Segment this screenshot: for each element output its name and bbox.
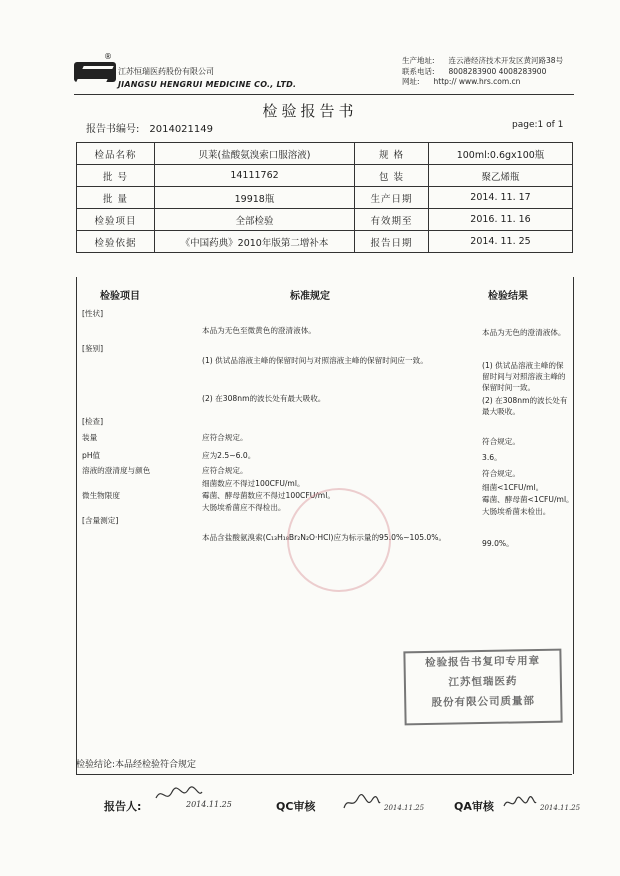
section-character: [性状] xyxy=(82,309,104,318)
table-row xyxy=(77,231,573,253)
character-standard: 本品为无色至微黄色的澄清液体。 xyxy=(202,326,316,335)
batch-label: 批 号 xyxy=(77,165,155,187)
spec-label: 规 格 xyxy=(355,143,429,165)
qc-date: 2014.11.25 xyxy=(384,804,425,812)
reporter-label: 报告人: xyxy=(104,800,142,813)
conclusion xyxy=(76,757,196,770)
report-number-value: 2014021149 xyxy=(149,124,213,135)
fill-label: 装量 xyxy=(82,433,98,442)
mfg-value: 2014. 11. 17 xyxy=(429,187,573,209)
clarity-result: 符合规定。 xyxy=(482,469,520,478)
report-date-value: 2014. 11. 25 xyxy=(429,231,573,253)
exp-value: 2016. 11. 16 xyxy=(429,209,573,231)
phone-value: 8008283900 4008283900 xyxy=(448,66,547,76)
package-label: 包 装 xyxy=(355,165,429,187)
phone-label: 联系电话: xyxy=(402,66,435,76)
company-name-en: JIANGSU HENGRUI MEDICINE CO., LTD. xyxy=(118,80,297,89)
item-label: 检验项目 xyxy=(77,209,155,231)
assay-result: 99.0%。 xyxy=(482,539,514,548)
micro-result-3: 大肠埃希菌未检出。 xyxy=(482,507,551,516)
page-indicator: page:1 of 1 xyxy=(512,120,564,130)
address-value: 连云港经济技术开发区黄河路38号 xyxy=(448,56,564,65)
quality-seal-stamp xyxy=(403,649,562,726)
company-logo xyxy=(74,62,116,82)
fill-result: 符合规定。 xyxy=(482,437,520,446)
table-row xyxy=(77,187,573,209)
table-row xyxy=(77,165,573,187)
table-row xyxy=(77,143,573,165)
info-table xyxy=(76,142,573,253)
ph-result: 3.6。 xyxy=(482,453,502,462)
ident2-result: (2) 在308nm的波长处有最大吸收。 xyxy=(482,396,568,416)
assay-standard: 本品含盐酸氨溴索(C₁₃H₁₈Br₂N₂O·HCl)应为标示量的95.0%~105.0%。 xyxy=(202,533,447,542)
qa-label: QA审核 xyxy=(454,800,494,813)
micro-standard-1: 细菌数应不得过100CFU/ml。 xyxy=(202,479,305,488)
qty-value: 19918瓶 xyxy=(155,187,355,209)
character-result: 本品为无色的澄清液体。 xyxy=(482,328,566,337)
conclusion-label: 检验结论: xyxy=(76,760,116,770)
micro-standard-2: 霉菌、酵母菌数应不得过100CFU/ml。 xyxy=(202,491,335,500)
registered-mark: ® xyxy=(104,52,112,61)
basis-label: 检验依据 xyxy=(77,231,155,253)
col-header-item: 检验项目 xyxy=(100,291,140,302)
address-label: 生产地址: xyxy=(402,56,435,65)
clarity-standard: 应符合规定。 xyxy=(202,466,248,475)
ident1-standard: (1) 供试品溶液主峰的保留时间与对照溶液主峰的保留时间应一致。 xyxy=(202,356,428,365)
clarity-label: 溶液的澄清度与颜色 xyxy=(82,466,151,475)
micro-result-2: 霉菌、酵母菌<1CFU/ml。 xyxy=(482,495,574,504)
mfg-label: 生产日期 xyxy=(355,187,429,209)
col-header-result: 检验结果 xyxy=(488,291,528,302)
section-check: [检查] xyxy=(82,417,104,426)
col-header-standard: 标准规定 xyxy=(290,291,330,302)
qa-date: 2014.11.25 xyxy=(540,804,581,812)
report-number-label: 报告书编号: xyxy=(86,124,140,135)
batch-value: 14111762 xyxy=(155,165,355,187)
micro-standard-3: 大肠埃希菌应不得检出。 xyxy=(202,503,286,512)
qc-signature-icon xyxy=(342,792,382,814)
seal-line-3: 股份有限公司质量部 xyxy=(431,695,536,709)
report-date-label: 报告日期 xyxy=(355,231,429,253)
web-value: http:// www.hrs.com.cn xyxy=(433,77,521,86)
package-value: 聚乙烯瓶 xyxy=(429,165,573,187)
basis-value: 《中国药典》2010年版第二增补本 xyxy=(155,231,355,253)
conclusion-text: 本品经检验符合规定 xyxy=(115,760,197,770)
fill-standard: 应符合规定。 xyxy=(202,433,248,442)
seal-line-1: 检验报告书复印专用章 xyxy=(424,655,541,670)
qc-label: QC审核 xyxy=(276,800,316,813)
company-contact xyxy=(402,56,563,88)
company-name-cn: 江苏恒瑞医药股份有限公司 xyxy=(118,67,214,76)
micro-result-1: 细菌<1CFU/ml。 xyxy=(482,483,544,492)
document-title: 检验报告书 xyxy=(262,102,358,120)
reporter-date: 2014.11.25 xyxy=(186,800,232,809)
ph-label: pH值 xyxy=(82,451,101,460)
micro-label: 微生物限度 xyxy=(82,491,120,500)
ph-standard: 应为2.5~6.0。 xyxy=(202,451,256,460)
table-row xyxy=(77,209,573,231)
exp-label: 有效期至 xyxy=(355,209,429,231)
report-number xyxy=(86,120,213,135)
web-label: 网址: xyxy=(402,77,420,86)
qa-signature-icon xyxy=(502,794,538,814)
header-divider xyxy=(74,94,574,95)
product-label: 检品名称 xyxy=(77,143,155,165)
conclusion-divider xyxy=(76,774,572,775)
product-value: 贝莱(盐酸氨溴索口服溶液) xyxy=(155,143,355,165)
section-assay: [含量测定] xyxy=(82,516,119,525)
spec-value: 100ml:0.6gx100瓶 xyxy=(429,143,573,165)
seal-line-2: 江苏恒瑞医药 xyxy=(448,675,518,689)
ident1-result: (1) 供试品溶液主峰的保留时间与对照溶液主峰的保留时间一致。 xyxy=(482,361,566,392)
ident2-standard: (2) 在308nm的波长处有最大吸收。 xyxy=(202,394,326,403)
item-value: 全部检验 xyxy=(155,209,355,231)
qty-label: 批 量 xyxy=(77,187,155,209)
section-identification: [鉴别] xyxy=(82,344,104,353)
